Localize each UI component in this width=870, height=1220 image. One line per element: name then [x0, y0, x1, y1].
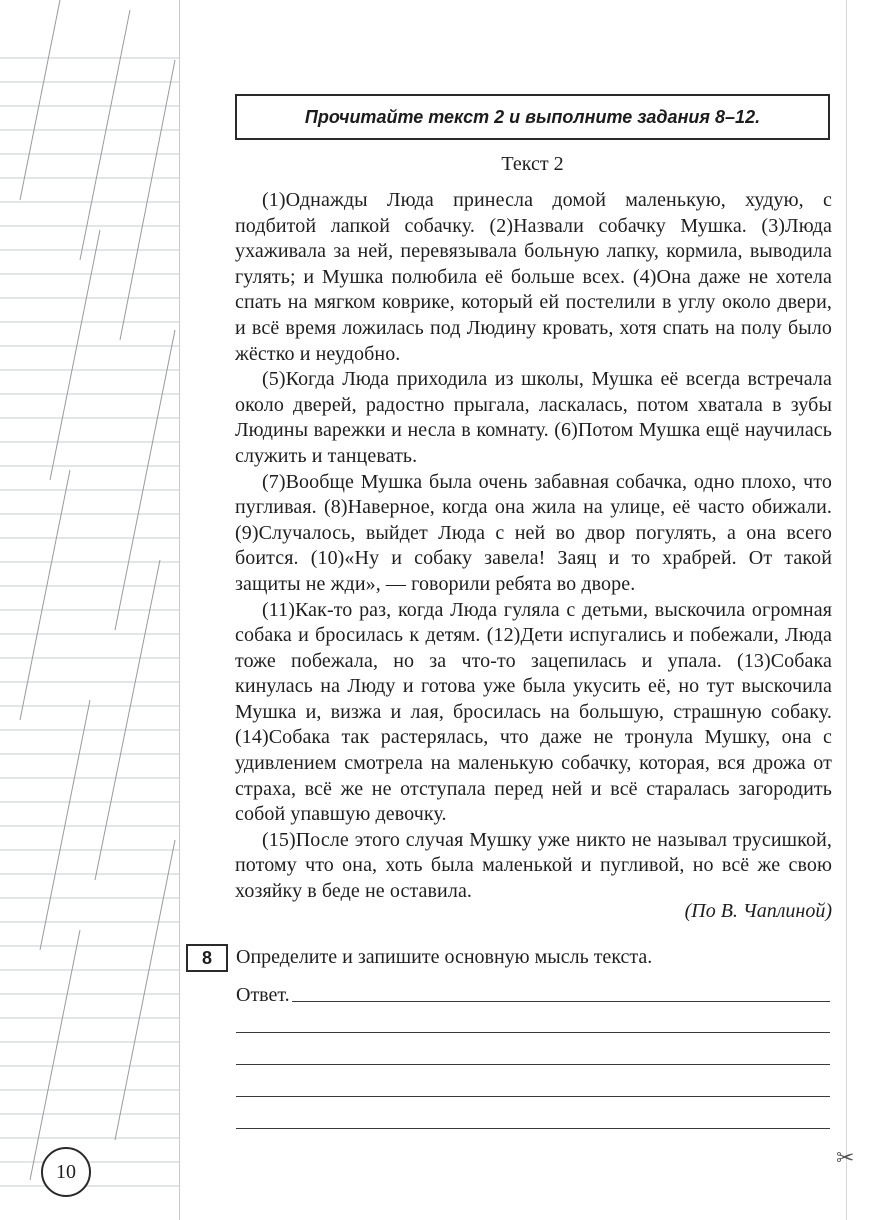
instruction-box — [235, 94, 830, 140]
margin-ruling — [0, 0, 180, 1220]
author-attribution: (По В. Чаплиной) — [684, 900, 832, 922]
page-number-text: 10 — [56, 1160, 76, 1183]
paragraph: (15)После этого случая Мушку уже никто не называл трусишкой, потому что она, хоть была маленькой и пугливой, но всё же свою хозяйку в беде не оставила. — [235, 828, 832, 903]
margin-border — [179, 0, 180, 1220]
text-title: Текст 2 — [501, 153, 564, 175]
answer-line[interactable] — [236, 1064, 830, 1065]
answer-line[interactable] — [236, 1128, 830, 1129]
answer-line[interactable] — [236, 1032, 830, 1033]
paragraph: (5)Когда Люда приходила из школы, Мушка её всегда встречала около дверей, радостно прыгала, ласкалась, потом хватала в зубы Людины варежки и несла в комнату. (6)Потом Мушка ещё научилась служить и танцевать. — [235, 368, 832, 467]
task-question: Определите и запишите основную мысль текста. — [236, 946, 653, 968]
scissors-icon: ✂ — [836, 1146, 855, 1171]
paragraph: (1)Однажды Люда принесла домой маленькую, худую, с подбитой лапкой собачку. (2)Назвали собачку Мушка. (3)Люда ухаживала за ней, перевязывала больную лапку, кормила, выводила гулять; и Мушка полюбила её больше всех. (4)Она даже не хотела спать на мягком коврике, который ей постелили в углу около двери, и всё время ложилась под Людину кровать, хотя спать на полу было жёстко и неудобно. — [235, 189, 832, 365]
paragraph: (7)Вообще Мушка была очень забавная собачка, одно плохо, что пугливая. (8)Наверное, когда она жила на улице, её часто обижали. (9)Случалось, выйдет Люда с ней во двор погулять, а она всего боится. (10)«Ну и собаку завела! Заяц и то храбрей. От такой защиты не жди», — говорили ребята во дворе. — [235, 470, 832, 595]
page-number — [41, 1147, 91, 1197]
paragraph: (11)Как-то раз, когда Люда гуляла с детьми, выскочила огромная собака и бросилась к детям. (12)Дети испугались и побежали, Люда тоже побежала, но за что-то зацепилась и упала. (13)Собака кинулась на Люду и готова уже была укусить её, но тут выскочила Мушка и, визжа и лая, бросилась на большую, страшную собаку. (14)Собака так растерялась, что даже не тронула Мушку, она с удивлением смотрела на маленькую собачку, которая, вся дрожа от страха, всё же не отступала перед ней и всё старалась загородить собой упавшую девочку. — [235, 598, 832, 826]
answer-line[interactable] — [236, 1096, 830, 1097]
passage — [235, 188, 832, 905]
instruction-text: Прочитайте текст 2 и выполните задания 8–12. — [304, 106, 761, 127]
task-number: 8 — [201, 947, 212, 968]
answer-line[interactable] — [292, 1001, 830, 1002]
answer-label: Ответ. — [236, 984, 290, 1006]
cut-line — [846, 0, 847, 1220]
task-number-box — [186, 944, 228, 972]
